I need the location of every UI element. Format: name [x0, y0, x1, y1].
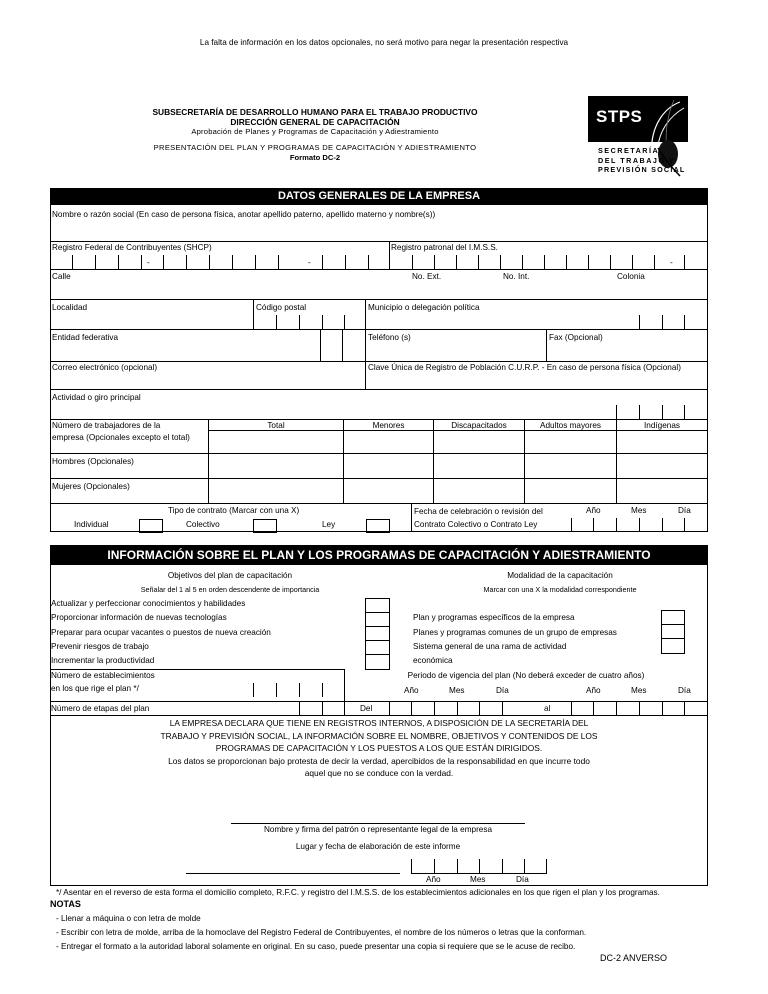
plan-form — [50, 565, 708, 886]
actividad-label: Actividad o giro principal — [52, 393, 141, 402]
rfc-dash: - — [308, 258, 311, 267]
logo-sub-3: PREVISIÓN SOCIAL — [598, 165, 686, 174]
entidad-label: Entidad federativa — [52, 333, 118, 342]
objetivo-5-rank-input[interactable] — [366, 655, 389, 668]
row-line — [50, 715, 708, 716]
firma-label: Nombre y firma del patrón o representante legal de la empresa — [263, 825, 492, 834]
rfc-tick — [278, 255, 279, 269]
imss-tick — [478, 255, 479, 269]
correo-label: Correo electrónico (opcional) — [52, 363, 158, 372]
imss-tick — [684, 255, 685, 269]
calle-label: Calle — [52, 272, 71, 281]
nombre-field[interactable] — [51, 221, 706, 241]
del-anio-label: Año — [404, 686, 419, 695]
objetivos-subtitle: Señalar del 1 al 5 en orden descendente de importancia — [140, 585, 320, 594]
dia-label: Día — [678, 506, 691, 515]
row-divider-6 — [50, 389, 708, 390]
modalidad-3-checkbox[interactable] — [662, 639, 684, 652]
col-adultos: Adultos mayores — [540, 421, 601, 430]
fax-label: Fax (Opcional) — [549, 333, 603, 342]
rfc-tick — [95, 255, 96, 269]
num-trabajadores-label-1: Número de trabajadores de la — [52, 421, 161, 430]
row-divider-2 — [50, 269, 708, 270]
border-right — [707, 205, 708, 532]
header-line-5: Formato DC-2 — [289, 153, 341, 162]
indigenas-field[interactable] — [617, 431, 706, 453]
al-dia-label: Día — [678, 686, 691, 695]
rfc-tick — [141, 255, 142, 269]
lugar-field[interactable] — [186, 855, 400, 873]
top-note: La falta de información en los datos opcionales, no será motivo para negar la presentación respectiva — [199, 38, 569, 47]
header-line-4: PRESENTACIÓN DEL PLAN Y PROGRAMAS DE CAPACITACIÓN Y ADIESTRAMIENTO — [153, 143, 477, 152]
colectivo-label: Colectivo — [186, 520, 220, 529]
num-establecimientos-label-2: en los que rige el plan */ — [51, 684, 139, 693]
telefono-label: Teléfono (s) — [368, 333, 411, 342]
rfc-tick — [368, 255, 369, 269]
curp-field[interactable] — [366, 373, 706, 389]
row-divider-5 — [50, 361, 708, 362]
municipio-field[interactable] — [366, 313, 706, 329]
imss-tick — [434, 255, 435, 269]
col-menores: Menores — [372, 421, 405, 430]
hombres-label: Hombres (Opcionales) — [52, 457, 134, 466]
telefono-field[interactable] — [366, 343, 545, 361]
modalidad-2: Planes y programas comunes de un grupo de empresas — [413, 628, 617, 637]
mujeres-label: Mujeres (Opcionales) — [52, 482, 130, 491]
rfc-tick — [322, 255, 323, 269]
elab-mes-label: Mes — [470, 875, 486, 884]
mes-label: Mes — [631, 506, 647, 515]
section-plan-title: INFORMACIÓN SOBRE EL PLAN Y LOS PROGRAMAS DE CAPACITACIÓN Y ADIESTRAMIENTO — [50, 545, 708, 565]
divider — [342, 329, 343, 361]
rfc-tick — [255, 255, 256, 269]
footnote: */ Asentar en el reverso de esta forma el domicilio completo, R.F.C. y registro del I.M.S.S. de los establecimientos adicionales en los que rigen el plan y los programas. — [56, 888, 660, 897]
tick — [546, 859, 547, 873]
cp-label: Código postal — [256, 303, 307, 312]
objetivo-3: Preparar para ocupar vacantes o puestos de nueva creación — [51, 628, 271, 637]
objetivos-title: Objetivos del plan de capacitación — [167, 571, 293, 580]
section-datos-generales-title: DATOS GENERALES DE LA EMPRESA — [50, 188, 708, 205]
declaracion-line-1: LA EMPRESA DECLARA QUE TIENE EN REGISTROS INTERNOS, A DISPOSICIÓN DE LA SECRETARÍA DEL — [169, 718, 589, 728]
imss-tick — [566, 255, 567, 269]
form-header — [100, 107, 530, 163]
declaracion-line-2: TRABAJO Y PREVISIÓN SOCIAL, LA INFORMACIÓN SOBRE EL NOMBRE, OBJETIVOS Y CONTENIDOS DE LOS — [160, 730, 598, 741]
periodo-vigencia-label: Periodo de vigencia del plan (No deberá exceder de cuatro años) — [407, 671, 645, 680]
header-line-2: DIRECCIÓN GENERAL DE CAPACITACIÓN — [230, 117, 400, 127]
declaracion-text — [50, 717, 708, 780]
del-dia-label: Día — [496, 686, 509, 695]
hombres-field[interactable] — [209, 454, 706, 478]
logo-text: STPS — [596, 107, 643, 126]
imss-label: Registro patronal del I.M.S.S. — [391, 243, 498, 252]
objetivo-4-rank-input[interactable] — [366, 641, 389, 654]
col-discapacitados: Discapacitados — [451, 421, 507, 430]
vigencia-del-field[interactable] — [390, 702, 524, 715]
grid-line — [50, 503, 708, 504]
num-trabajadores-label-2: empresa (Opcionales excepto el total) — [52, 433, 190, 442]
rfc-tick — [186, 255, 187, 269]
divider — [320, 329, 321, 361]
curp-label: Clave Única de Registro de Población C.U.R.P. - En caso de persona física (Opcional) — [368, 363, 681, 372]
rfc-dash: - — [147, 258, 150, 267]
no-int-label: No. Int. — [503, 272, 530, 281]
nota-2: - Escribir con letra de molde, arriba de la homoclave del Registro Federal de Contribuyentes, el nombre de los números o letras que la conforman. — [56, 928, 587, 937]
rfc-tick — [118, 255, 119, 269]
colectivo-checkbox[interactable] — [253, 519, 277, 533]
lugar-line — [186, 873, 400, 874]
nota-3: - Entregar el formato a la autoridad laboral solamente en original. En su caso, puede presentar una copia si requiere que se le acuse de recibo. — [56, 942, 576, 951]
anio-label: Año — [586, 506, 601, 515]
imss-dash: - — [670, 258, 673, 267]
rfc-tick — [72, 255, 73, 269]
calle-field[interactable] — [51, 283, 706, 299]
modalidad-subtitle: Marcar con una X la modalidad correspondiente — [483, 585, 637, 594]
objetivo-2: Proporcionar información de nuevas tecnologías — [51, 613, 227, 622]
modalidad-3: Sistema general de una rama de actividad — [413, 642, 567, 651]
modalidad-3-cont: económica — [413, 656, 453, 665]
modalidad-title: Modalidad de la capacitación — [507, 571, 613, 580]
ley-label: Ley — [322, 520, 336, 529]
datos-generales-form — [50, 205, 708, 532]
rfc-field[interactable] — [51, 253, 388, 269]
row-line — [50, 669, 345, 670]
logo-sub-1: SECRETARÍA — [598, 146, 660, 155]
col-indigenas: Indígenas — [644, 421, 680, 430]
elab-anio-label: Año — [426, 875, 441, 884]
stps-logo — [588, 96, 688, 178]
fecha-elab-line — [411, 873, 547, 874]
divider — [411, 503, 412, 532]
tick — [344, 701, 345, 715]
form-code: DC-2 ANVERSO — [600, 953, 668, 963]
fecha-celebracion-field[interactable] — [550, 517, 706, 531]
del-label: Del — [360, 704, 373, 713]
imss-tick — [500, 255, 501, 269]
tipo-contrato-label: Tipo de contrato (Marcar con una X) — [168, 506, 300, 515]
row-divider-1 — [50, 241, 708, 242]
imss-tick — [456, 255, 457, 269]
correo-field[interactable] — [51, 373, 364, 389]
menores-field[interactable] — [344, 431, 432, 453]
row-divider-7 — [50, 419, 708, 420]
modalidad-2-checkbox[interactable] — [662, 625, 684, 638]
actividad-field[interactable] — [51, 403, 706, 419]
individual-label: Individual — [74, 520, 109, 529]
header-line-1: SUBSECRETARÍA DE DESARROLLO HUMANO PARA EL TRABAJO PRODUCTIVO — [152, 107, 478, 117]
rfc-label: Registro Federal de Contribuyentes (SHCP) — [52, 243, 212, 252]
declaracion-line-4: Los datos se proporcionan bajo protesta de decir la verdad, apercibidos de la responsabilidad en que incurre todo — [168, 755, 590, 766]
fecha-elaboracion-field[interactable] — [412, 860, 546, 873]
logo-sub-2: DEL TRABAJO Y — [598, 156, 676, 165]
objetivo-3-rank-input[interactable] — [366, 627, 389, 640]
imss-tick — [412, 255, 413, 269]
rfc-tick — [232, 255, 233, 269]
localidad-field[interactable] — [51, 313, 252, 329]
imss-tick — [522, 255, 523, 269]
imss-tick — [610, 255, 611, 269]
num-etapas-field[interactable] — [300, 702, 344, 715]
row-divider-4 — [50, 329, 708, 330]
lugar-fecha-label: Lugar y fecha de elaboración de este informe — [295, 842, 461, 851]
objetivo-1: Actualizar y perfeccionar conocimientos y habilidades — [51, 599, 246, 608]
notas-title: NOTAS — [50, 899, 81, 909]
imss-tick — [654, 255, 655, 269]
objetivo-2-rank-input[interactable] — [366, 613, 389, 626]
num-etapas-label: Número de etapas del plan — [51, 704, 150, 713]
col-total: Total — [267, 421, 285, 430]
discapacitados-field[interactable] — [434, 431, 523, 453]
nota-1: - Llenar a máquina o con letra de molde — [56, 914, 201, 923]
modalidad-1-checkbox[interactable] — [662, 611, 684, 624]
objetivo-5: Incrementar la productividad — [51, 656, 155, 665]
rfc-tick — [163, 255, 164, 269]
objetivo-4: Prevenir riesgos de trabajo — [51, 642, 149, 651]
entidad-field[interactable] — [51, 343, 319, 361]
localidad-label: Localidad — [52, 303, 88, 312]
elab-dia-label: Día — [516, 875, 529, 884]
border-bottom — [50, 885, 708, 886]
declaracion-line-5: aquel que no se conduce con la verdad. — [304, 768, 454, 778]
declaracion-line-3: PROGRAMAS DE CAPACITACIÓN Y LOS PUESTOS A LOS QUE ESTÁN DIRIGIDOS. — [215, 743, 543, 753]
ley-checkbox[interactable] — [366, 519, 390, 533]
num-establecimientos-field[interactable] — [232, 683, 343, 699]
rfc-tick — [345, 255, 346, 269]
objetivo-1-rank-input[interactable] — [366, 599, 389, 612]
no-ext-label: No. Ext. — [412, 272, 442, 281]
fax-field[interactable] — [547, 343, 706, 361]
fecha-celebracion-label-1: Fecha de celebración o revisión del — [414, 507, 543, 516]
individual-checkbox[interactable] — [139, 519, 163, 533]
nombre-label: Nombre o razón social (En caso de persona física, anotar apellido paterno, apellido materno y nombre(s)) — [52, 210, 436, 219]
del-mes-label: Mes — [449, 686, 465, 695]
total-field[interactable] — [209, 431, 342, 453]
fecha-celebracion-label-2: Contrato Colectivo o Contrato Ley — [414, 520, 538, 529]
imss-tick — [588, 255, 589, 269]
colonia-label: Colonia — [617, 272, 645, 281]
imss-tick — [632, 255, 633, 269]
row-divider-3 — [50, 299, 708, 300]
imss-tick — [544, 255, 545, 269]
num-establecimientos-label-1: Número de establecimientos — [51, 671, 155, 680]
cp-field[interactable] — [254, 313, 364, 329]
firma-field[interactable] — [231, 803, 525, 823]
municipio-label: Municipio o delegación política — [368, 303, 480, 312]
modalidad-1: Plan y programas específicos de la empresa — [413, 613, 575, 622]
al-mes-label: Mes — [631, 686, 647, 695]
header-line-3: Aprobación de Planes y Programas de Capacitación y Adiestramiento — [191, 127, 439, 136]
imss-field[interactable] — [390, 253, 706, 269]
vigencia-al-field[interactable] — [572, 702, 706, 715]
firma-line — [231, 823, 525, 824]
al-label: al — [544, 704, 551, 713]
al-anio-label: Año — [586, 686, 601, 695]
mujeres-field[interactable] — [209, 479, 706, 503]
adultos-field[interactable] — [525, 431, 615, 453]
rfc-tick — [209, 255, 210, 269]
